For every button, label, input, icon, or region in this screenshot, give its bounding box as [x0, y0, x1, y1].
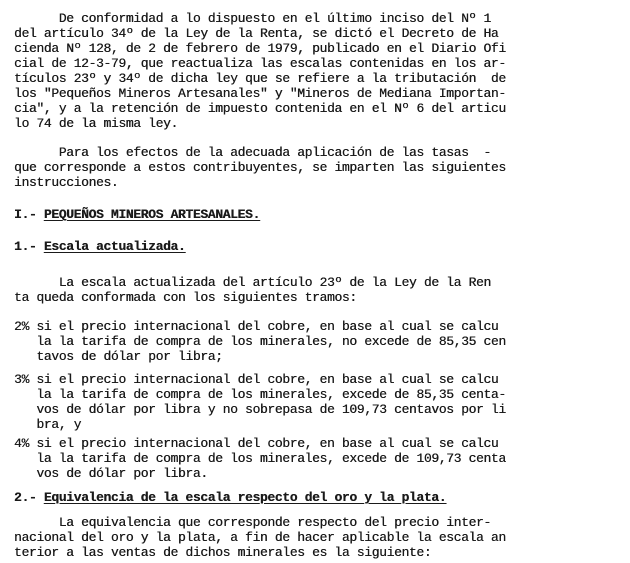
- scale-intro-line: La escala actualizada del artículo 23º de la Ley de la Ren: [14, 275, 491, 290]
- tramo-line: 2% si el precio internacional del cobre, en base al cual se calcu: [14, 319, 499, 334]
- intro-line: cienda Nº 128, de 2 de febrero de 1979, publicado en el Diario Ofi: [14, 41, 506, 56]
- intro-line: cia", y a la retención de impuesto contenida en el Nº 6 del articu: [14, 101, 506, 116]
- tramo-line: la la tarifa de compra de los minerales, no excede de 85,35 cen: [14, 334, 506, 349]
- subsection-title: Escala actualizada.: [43, 239, 186, 254]
- tramo-line: vos de dólar por libra y no sobrepasa de 109,73 centavos por li: [14, 402, 506, 417]
- section-heading: [14, 207, 260, 222]
- section-number: I.-: [14, 207, 44, 222]
- purpose-line: Para los efectos de la adecuada aplicación de las tasas -: [14, 145, 491, 160]
- tramo-line: tavos de dólar por libra;: [14, 349, 223, 364]
- intro-line: lo 74 de la misma ley.: [14, 116, 178, 131]
- subsection-title: Equivalencia de la escala respecto del oro y la plata.: [43, 490, 447, 505]
- intro-line: De conformidad a lo dispuesto en el último inciso del Nº 1: [14, 11, 491, 26]
- equivalence-line: La equivalencia que corresponde respecto del precio inter-: [14, 515, 491, 530]
- purpose-line: que corresponde a estos contribuyentes, se imparten las siguientes: [14, 160, 506, 175]
- intro-line: tículos 23º y 34º de dicha ley que se refiere a la tributación de: [14, 71, 506, 86]
- tramo-line: la la tarifa de compra de los minerales, excede de 85,35 centa-: [14, 387, 506, 402]
- scale-intro-line: ta queda conformada con los siguientes tramos:: [14, 290, 357, 305]
- tramo-line: la la tarifa de compra de los minerales, excede de 109,73 centa: [14, 451, 506, 466]
- intro-line: cial de 12-3-79, que reactualiza las escalas contenidas en los ar-: [14, 56, 506, 71]
- intro-line: los "Pequeños Mineros Artesanales" y "Mineros de Mediana Importan-: [14, 86, 506, 101]
- equivalence-line: nacional del oro y la plata, a fin de hacer aplicable la escala an: [14, 530, 506, 545]
- purpose-line: instrucciones.: [14, 175, 119, 190]
- equivalence-line: terior a las ventas de dichos minerales es la siguiente:: [14, 545, 432, 560]
- subsection-number: 1.-: [14, 239, 44, 254]
- tramo-line: vos de dólar por libra.: [14, 466, 208, 481]
- section-title: PEQUEÑOS MINEROS ARTESANALES.: [43, 207, 260, 222]
- tramo-line: bra, y: [14, 417, 82, 432]
- intro-line: del artículo 34º de la Ley de la Renta, se dictó el Decreto de Ha: [14, 26, 499, 41]
- tramo-line: 3% si el precio internacional del cobre, en base al cual se calcu: [14, 372, 499, 387]
- subsection-heading: [14, 239, 185, 254]
- subsection-number: 2.-: [14, 490, 44, 505]
- subsection-heading: [14, 490, 446, 505]
- tramo-line: 4% si el precio internacional del cobre, en base al cual se calcu: [14, 436, 499, 451]
